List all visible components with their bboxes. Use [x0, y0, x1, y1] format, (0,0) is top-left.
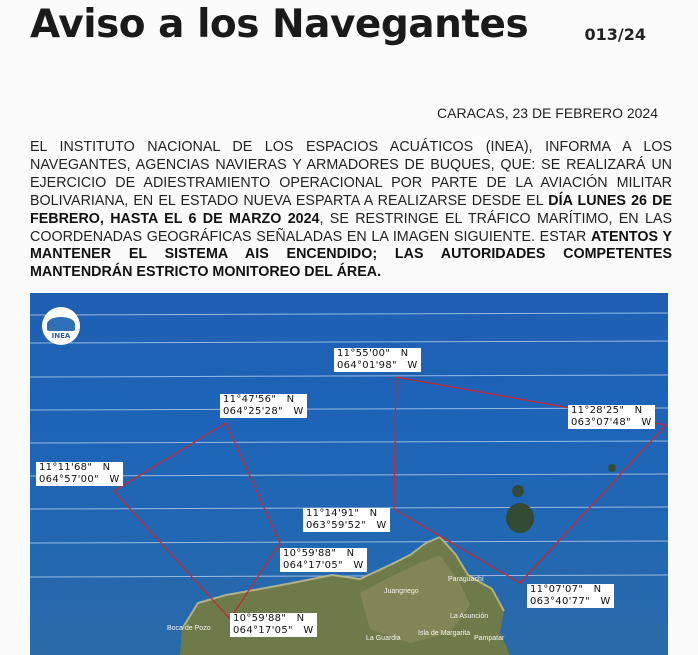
- grid-line: [30, 375, 668, 377]
- place-label: Paraguachí: [448, 576, 484, 583]
- logo-text: INEA: [51, 332, 71, 340]
- place-label: Isla de Margarita: [418, 630, 471, 637]
- coordinate-label: 10°59'88" N 064°17'05" W: [230, 613, 317, 637]
- coordinate-label: 11°11'68" N 064°57'00" W: [36, 462, 123, 486]
- body-bold-dates: DÍA LUNES 26 DE FEBRERO, HASTA EL 6 DE MARZO 2024: [30, 192, 672, 227]
- inea-logo: [42, 307, 80, 345]
- place-label: Pampatar: [474, 635, 505, 642]
- body-text-part1: EL INSTITUTO NACIONAL DE LOS ESPACIOS ACUÁTICOS (INEA), INFORMA A LOS NAVEGANTES, AGENCIAS NAVIERAS Y ARMADORES DE BUQUES, QUE: SE REALIZARÁ UN EJERCICIO DE ADIESTRAMIENTO OPERACIONAL POR PARTE DE LA AVIACIÓN MILITAR BOLIVARIANA, EN EL ESTADO NUEVA ESPARTA A REALIZARSE DESDE EL: [30, 139, 672, 209]
- body-text-part2: , SE RESTRINGE EL TRÁFICO MARÍTIMO, EN LAS COORDENADAS GEOGRÁFICAS SEÑALADAS EN LA IMAGEN SIGUIENTE. ESTAR: [30, 210, 672, 245]
- small-island: [512, 485, 524, 497]
- coordinate-label: 11°55'00" N 064°01'98" W: [334, 348, 421, 372]
- place-label: La Guardia: [366, 635, 401, 642]
- place-label: Boca de Pozo: [167, 625, 211, 632]
- notice-body: [30, 139, 672, 282]
- notice-number: 013/24: [584, 25, 646, 44]
- coordinate-label: 10°59'88" N 064°17'05" W: [280, 548, 367, 572]
- grid-line: [30, 474, 668, 476]
- wave-icon: [47, 317, 75, 331]
- place-label: Juangriego: [384, 588, 419, 595]
- grid-line: [30, 341, 668, 343]
- coordinate-label: 11°14'91" N 063°59'52" W: [303, 508, 390, 532]
- body-bold-ais: ATENTOS Y MANTENER EL SISTEMA AIS ENCENDIDO; LAS AUTORIDADES COMPETENTES MANTENDRÁN ESTRICTO MONITOREO DEL ÁREA.: [30, 228, 672, 281]
- dateline: CARACAS, 23 DE FEBRERO 2024: [437, 105, 658, 121]
- restriction-map: [30, 293, 668, 655]
- small-island: [608, 464, 616, 472]
- notice-title: Aviso a los Navegantes: [30, 2, 529, 47]
- grid-line: [30, 313, 668, 315]
- grid-line: [30, 541, 668, 543]
- place-label: La Asunción: [450, 613, 489, 620]
- coordinate-label: 11°28'25" N 063°07'48" W: [568, 405, 655, 429]
- coordinate-label: 11°07'07" N 063°40'77" W: [527, 584, 614, 608]
- grid-line: [30, 441, 668, 443]
- los-frailes-island: [506, 503, 534, 533]
- coordinate-label: 11°47'56" N 064°25'28" W: [220, 394, 307, 418]
